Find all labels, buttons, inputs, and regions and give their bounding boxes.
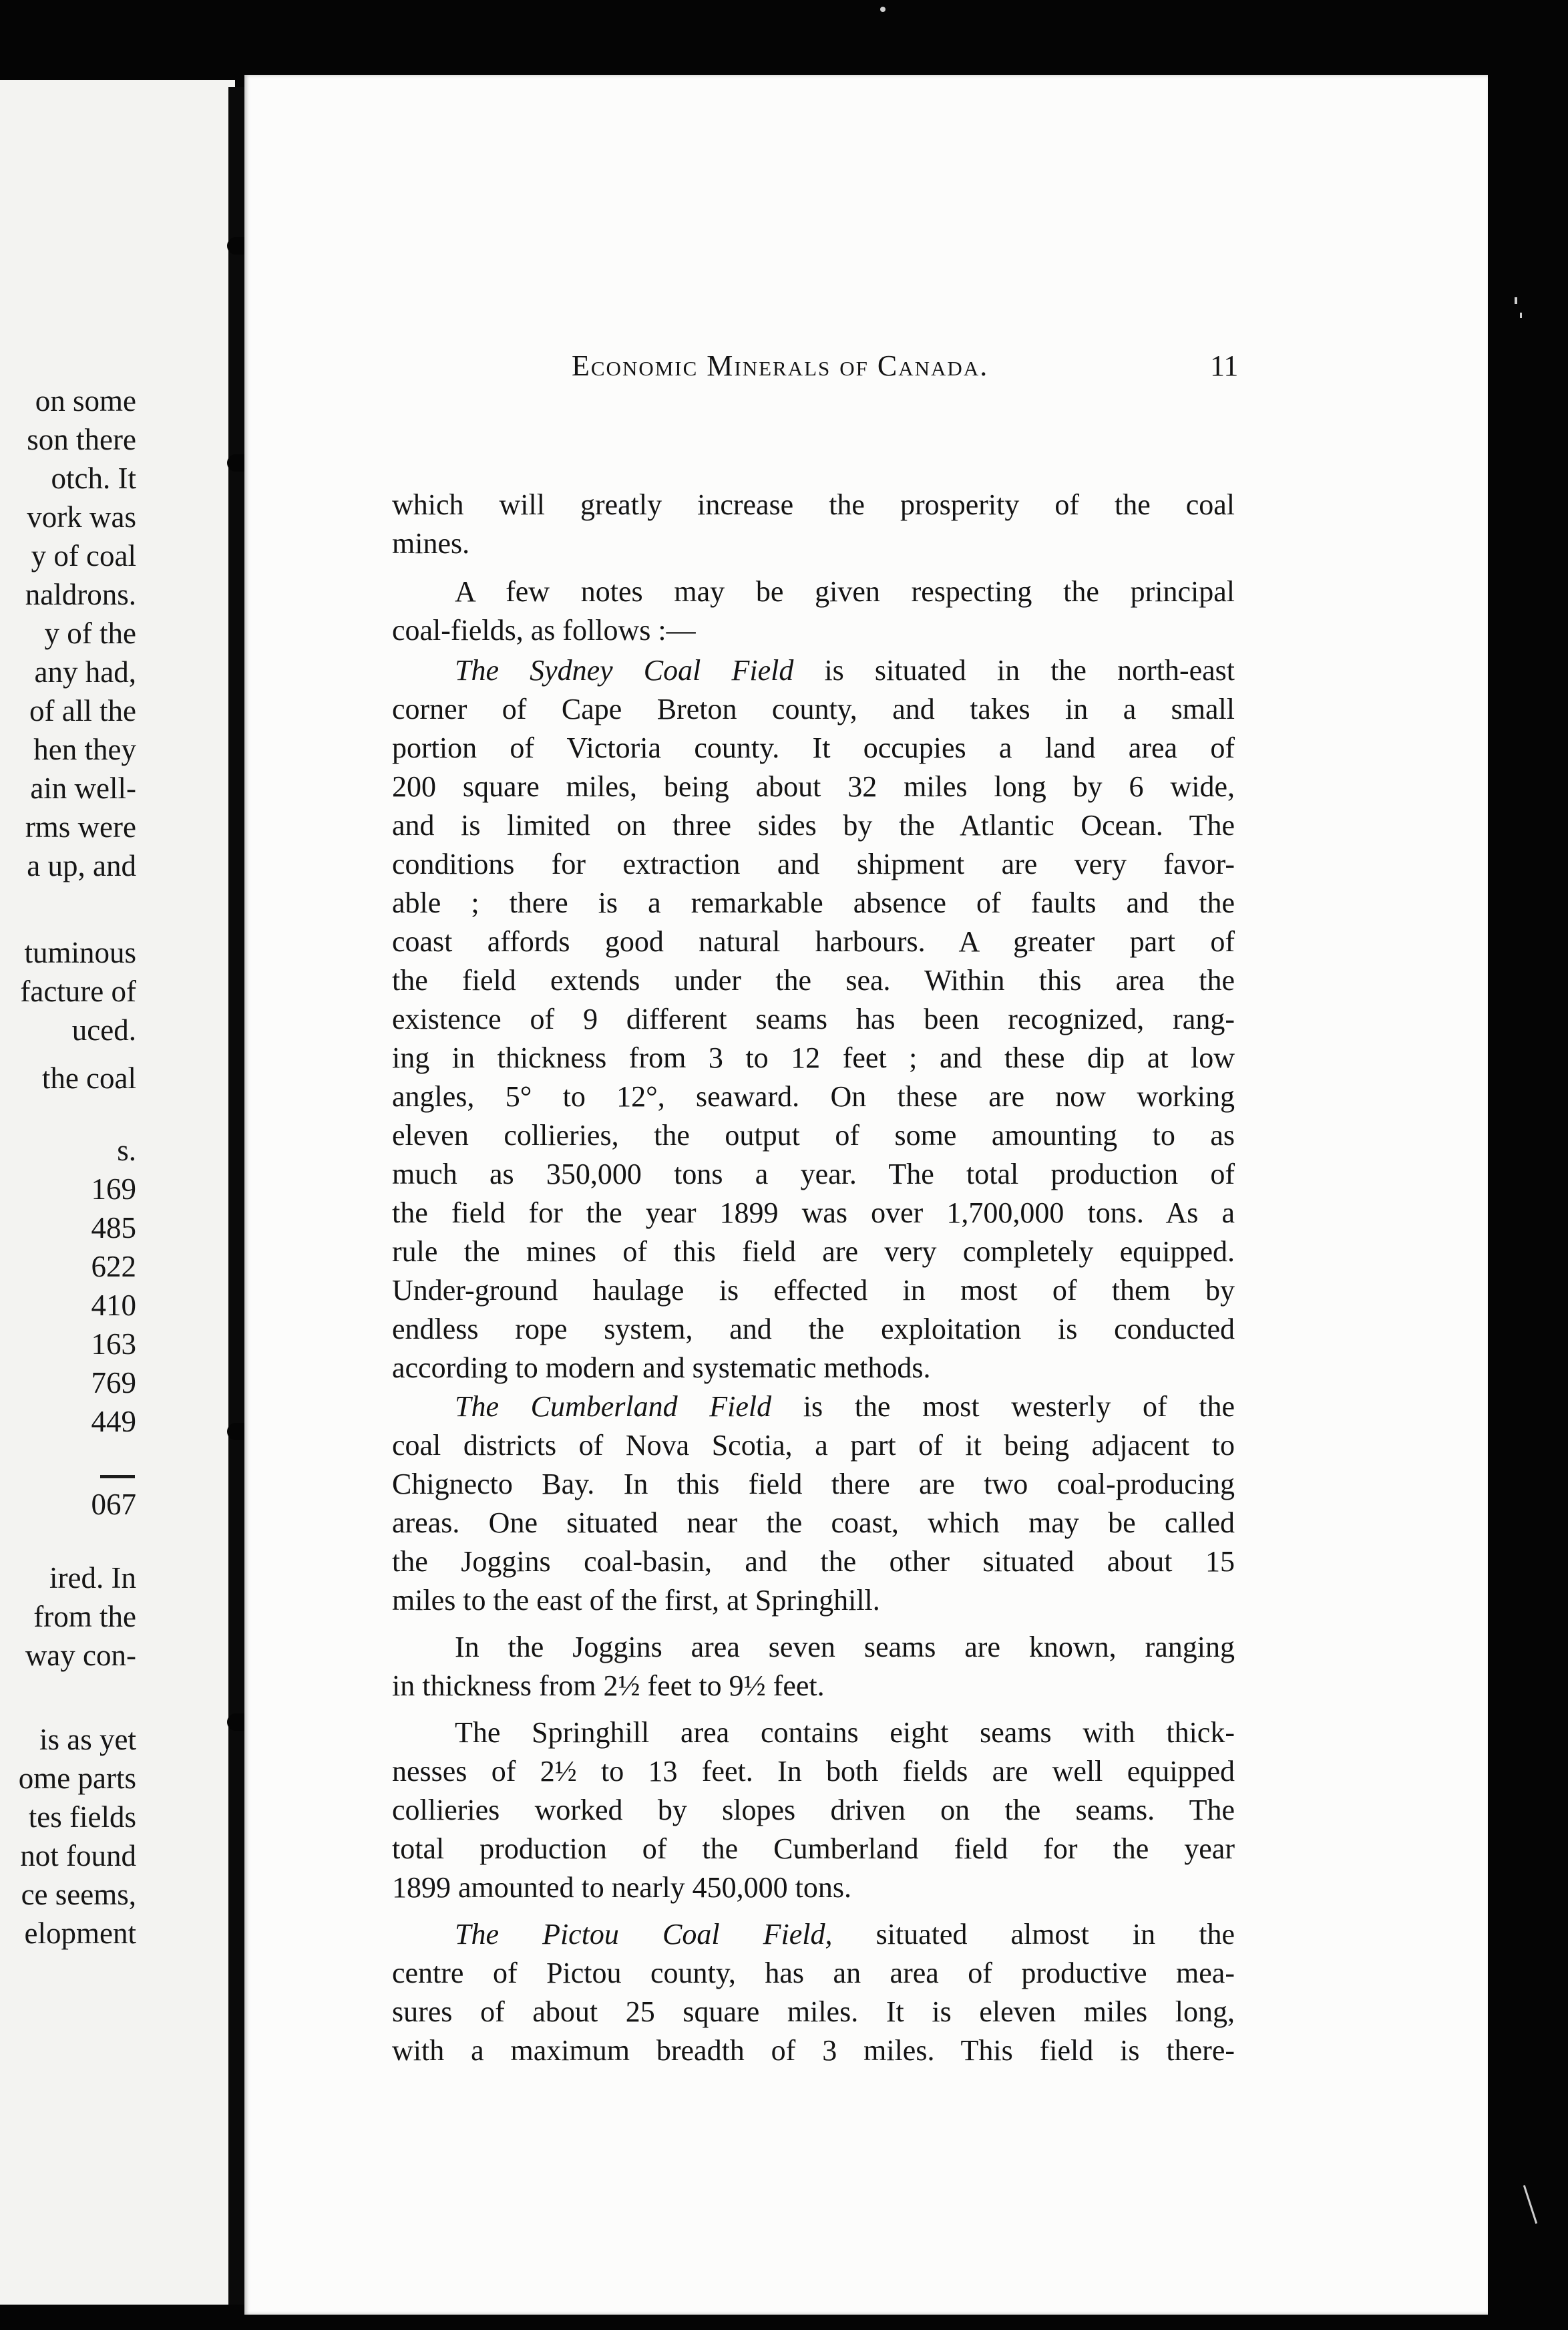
running-head-title: Economic Minerals of Canada. [572, 349, 989, 382]
book-page [244, 75, 1488, 2315]
facing-page-line: 169 [91, 1172, 136, 1206]
text-line: with a maximum breadth of 3 miles. This field is there- [392, 2034, 1235, 2067]
facing-page-line: 769 [91, 1366, 136, 1399]
section-heading: The Pictou Coal Field, [455, 1918, 833, 1951]
facing-page-line: 485 [91, 1211, 136, 1244]
facing-page-line: y of coal [31, 539, 136, 572]
text-line: In the Joggins area seven seams are known, ranging [455, 1631, 1235, 1663]
facing-page-line: hen they [33, 733, 136, 766]
facing-page-line: rms were [25, 810, 136, 844]
running-head [244, 349, 1488, 389]
text-line: ing in thickness from 3 to 12 feet ; and these dip at low [392, 1041, 1235, 1074]
facing-page-line: 622 [91, 1250, 136, 1283]
facing-page-line: ome parts [18, 1762, 136, 1795]
facing-page-line: 449 [91, 1405, 136, 1438]
text-line: in thickness from 2½ feet to 9½ feet. [392, 1669, 825, 1702]
facing-page-line: tuminous [24, 936, 136, 969]
text-line: mines. [392, 527, 470, 560]
text-line: and is limited on three sides by the Atlantic Ocean. The [392, 809, 1235, 842]
facing-page-total-rule [100, 1475, 135, 1478]
text-line: nesses of 2½ to 13 feet. In both fields are well equipped [392, 1755, 1235, 1788]
facing-page-line: on some [35, 384, 136, 418]
facing-page-line: a up, and [27, 849, 136, 882]
text-line: coal districts of Nova Scotia, a part of it being adjacent to [392, 1429, 1235, 1462]
text-line: much as 350,000 tons a year. The total production of [392, 1158, 1235, 1190]
text-line: the field extends under the sea. Within this area the [392, 964, 1235, 997]
facing-page-line: ce seems, [21, 1878, 136, 1911]
facing-page-line: not found [20, 1839, 136, 1872]
text-line: coal-fields, as follows :— [392, 614, 696, 647]
facing-page-line: ain well- [30, 772, 136, 805]
text-line: the Joggins coal-basin, and the other situated about 15 [392, 1545, 1235, 1578]
text-line: able ; there is a remarkable absence of faults and the [392, 886, 1235, 919]
facing-page-line: uced. [71, 1013, 136, 1047]
text-run: is the most westerly of the [771, 1390, 1235, 1423]
scan-speck [1520, 313, 1522, 318]
facing-page-line: facture of [20, 975, 136, 1008]
facing-page-line: s. [117, 1134, 136, 1167]
facing-page-line: otch. It [51, 462, 136, 495]
facing-page-line: vork was [27, 500, 136, 534]
facing-page-line: any had, [34, 655, 136, 689]
facing-page-line: 067 [91, 1488, 136, 1521]
facing-page-line: is as yet [39, 1723, 136, 1756]
facing-page-line: ired. In [49, 1561, 136, 1595]
scan-speck [880, 7, 886, 12]
facing-page-line: from the [33, 1600, 136, 1633]
text-line: centre of Pictou county, has an area of productive mea- [392, 1957, 1235, 1989]
facing-page-line: 163 [91, 1327, 136, 1361]
facing-page-line: way con- [25, 1639, 136, 1672]
text-line: coast affords good natural harbours. A greater part of [392, 925, 1235, 958]
text-line: collieries worked by slopes driven on the seams. The [392, 1794, 1235, 1826]
text-line [455, 1920, 1235, 1949]
text-line: rule the mines of this field are very completely equipped. [392, 1235, 1235, 1268]
text-line: 1899 amounted to nearly 450,000 tons. [392, 1871, 852, 1904]
text-line: which will greatly increase the prosperity of the coal [392, 488, 1235, 521]
text-line: according to modern and systematic methods. [392, 1351, 931, 1384]
text-line: endless rope system, and the exploitation is conducted [392, 1313, 1235, 1345]
facing-page-line: naldrons. [25, 578, 136, 611]
text-line: the field for the year 1899 was over 1,700,000 tons. As a [392, 1196, 1235, 1229]
facing-page-line: the coal [41, 1061, 136, 1095]
facing-page-line: tes fields [28, 1800, 136, 1834]
scan-speck [1515, 297, 1517, 304]
text-line: eleven collieries, the output of some amounting to as [392, 1119, 1235, 1152]
text-line: existence of 9 different seams has been recognized, rang- [392, 1003, 1235, 1035]
text-line: miles to the east of the first, at Springhill. [392, 1584, 880, 1617]
facing-page-line: elopment [24, 1917, 136, 1950]
scan-speck [1523, 2185, 1537, 2224]
text-run: situated almost in the [832, 1918, 1235, 1951]
text-line [455, 656, 1235, 685]
text-line: total production of the Cumberland field for the year [392, 1832, 1235, 1865]
text-line: Chignecto Bay. In this field there are two coal-producing [392, 1468, 1235, 1500]
text-line: areas. One situated near the coast, which may be called [392, 1506, 1235, 1539]
facing-page-line: son there [27, 423, 136, 456]
text-line: Under-ground haulage is effected in most of them by [392, 1274, 1235, 1307]
page-number: 11 [1210, 349, 1239, 382]
section-heading: The Sydney Coal Field [455, 654, 794, 687]
text-run: is situated in the north-east [793, 654, 1235, 687]
facing-page [0, 80, 235, 2305]
text-line: portion of Victoria county. It occupies a land area of [392, 731, 1235, 764]
text-line [455, 1392, 1235, 1422]
binding-gutter [228, 87, 244, 2305]
facing-page-line: y of the [44, 617, 136, 650]
text-line: angles, 5° to 12°, seaward. On these are now working [392, 1080, 1235, 1113]
facing-page-line: 410 [91, 1289, 136, 1322]
section-heading: The Cumberland Field [455, 1390, 772, 1423]
text-line: 200 square miles, being about 32 miles long by 6 wide, [392, 770, 1235, 803]
text-line: A few notes may be given respecting the principal [455, 575, 1235, 608]
text-line: sures of about 25 square miles. It is eleven miles long, [392, 1995, 1235, 2028]
text-line: conditions for extraction and shipment are very favor- [392, 848, 1235, 880]
text-line: corner of Cape Breton county, and takes in a small [392, 693, 1235, 725]
text-line: The Springhill area contains eight seams with thick- [455, 1716, 1235, 1749]
facing-page-line: of all the [29, 694, 136, 727]
